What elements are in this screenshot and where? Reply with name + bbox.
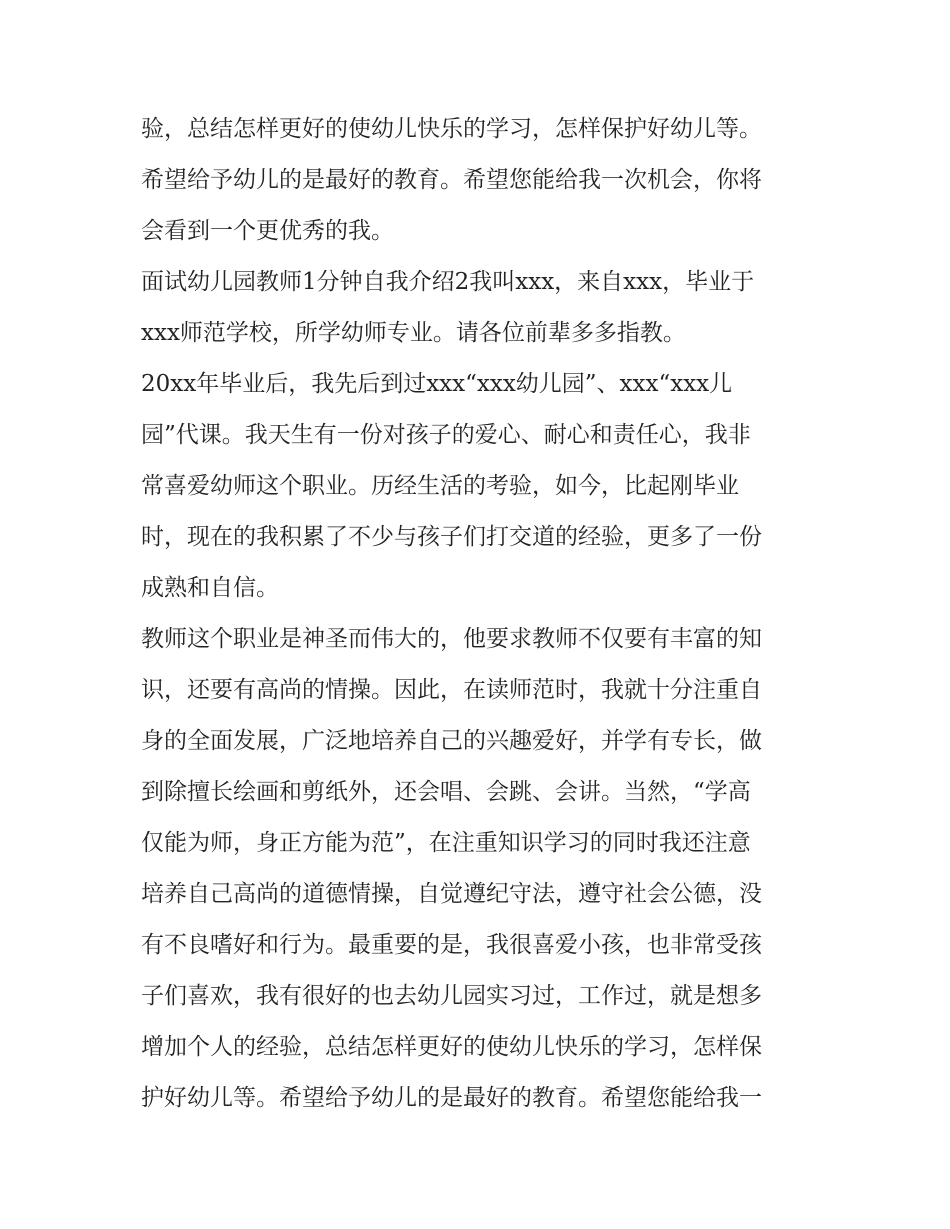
text-line: 到除擅长绘画和剪纸外，还会唱、会跳、会讲。当然，“学高	[141, 779, 751, 805]
text-line: 仅能为师，身正方能为范”，在注重知识学习的同时我还注意	[141, 830, 751, 856]
text-line: 希望给予幼儿的是最好的教育。希望您能给我一次机会，你将	[141, 167, 762, 193]
text-line: 护好幼儿等。希望给予幼儿的是最好的教育。希望您能给我一	[141, 1085, 762, 1111]
text-line: 时，现在的我积累了不少与孩子们打交道的经验，更多了一份	[141, 524, 762, 550]
text-line: 常喜爱幼师这个职业。历经生活的考验，如今，比起刚毕业	[141, 473, 739, 499]
text-line: 会看到一个更优秀的我。	[141, 218, 394, 244]
text-line: 身的全面发展，广泛地培养自己的兴趣爱好，并学有专长，做	[141, 728, 762, 754]
text-line: 20xx年毕业后，我先后到过xxx“xxx幼儿园”、xxx“xxx儿	[141, 371, 733, 397]
text-line: 培养自己高尚的道德情操，自觉遵纪守法，遵守社会公德，没	[141, 881, 762, 907]
text-line: 有不良嗜好和行为。最重要的是，我很喜爱小孩，也非常受孩	[141, 932, 762, 958]
text-line: 园”代课。我天生有一份对孩子的爱心、耐心和责任心，我非	[141, 422, 751, 448]
text-line: xxx师范学校，所学幼师专业。请各位前辈多多指教。	[141, 320, 686, 346]
text-line: 教师这个职业是神圣而伟大的，他要求教师不仅要有丰富的知	[141, 626, 762, 652]
text-line: 识，还要有高尚的情操。因此，在读师范时，我就十分注重自	[141, 677, 762, 703]
text-line: 面试幼儿园教师1分钟自我介绍2我叫xxx，来自xxx，毕业于	[141, 269, 755, 295]
body-text	[141, 104, 821, 1124]
text-line: 增加个人的经验，总结怎样更好的使幼儿快乐的学习，怎样保	[141, 1034, 762, 1060]
text-line: 验，总结怎样更好的使幼儿快乐的学习，怎样保护好幼儿等。	[141, 116, 762, 142]
text-line: 成熟和自信。	[141, 575, 279, 601]
text-line: 子们喜欢，我有很好的也去幼儿园实习过，工作过，就是想多	[141, 983, 762, 1009]
